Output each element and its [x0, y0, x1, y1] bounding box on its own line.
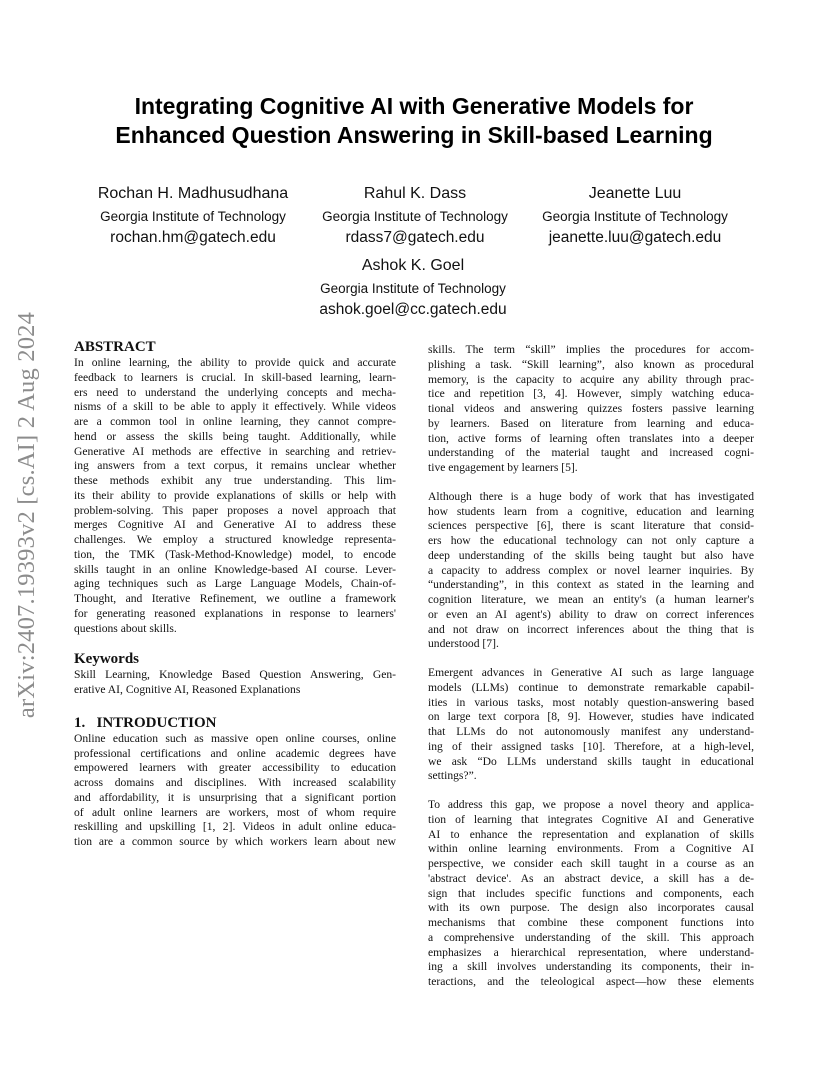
- text-line: skills. The term “skill” implies the procedures for accom-: [428, 343, 754, 356]
- text-line: To address this gap, we propose a novel theory and applica-: [428, 798, 754, 811]
- text-line: professional certifications and online academic degrees have: [74, 746, 396, 760]
- text-line: with its own purpose. The design also incorporates causal: [428, 901, 754, 915]
- text-line: feedback to learners is crucial. In skill-based learning, learn-: [74, 370, 396, 384]
- text-line: a capacity to address complex or novel learner inquiries. By: [428, 563, 754, 577]
- author-block: [520, 184, 750, 248]
- text-line: In online learning, the ability to provide quick and accurate: [74, 356, 396, 369]
- text-line: for generating reasoned explanations in response to learners': [74, 606, 396, 620]
- text-line: memory, is the capacity to acquire any ability through prac-: [428, 372, 754, 386]
- text-line: that LLMs do not autonomously manifest any understand-: [428, 725, 754, 738]
- author-affiliation: Georgia Institute of Technology: [100, 209, 286, 224]
- keywords-heading: Keywords: [74, 651, 139, 668]
- text-line: within online learning environments. From a Cognitive AI: [428, 842, 754, 856]
- text-line: cognition literature, we mean an entity's (a human learner's: [428, 593, 754, 606]
- text-line: reskilling and upskilling [1, 2]. Videos in adult online educa-: [74, 820, 396, 834]
- text-line: plishing a task. “Skill learning”, also known as procedural: [428, 357, 754, 371]
- author-email[interactable]: rochan.hm@gatech.edu: [110, 229, 276, 246]
- text-line: erative AI, Cognitive AI, Reasoned Explanations: [74, 683, 301, 696]
- body-paragraph: [428, 343, 754, 476]
- text-line: tion of learning that integrates Cognitive AI and Generative: [428, 812, 754, 826]
- title-line: Enhanced Question Answering in Skill-based Learning: [115, 122, 713, 148]
- author-name: Ashok K. Goel: [361, 257, 465, 274]
- text-line: Emergent advances in Generative AI such as large language: [428, 666, 754, 679]
- text-line: understood [7].: [428, 637, 499, 651]
- text-line: across domains and disciplines. With increased scalability: [74, 776, 396, 789]
- text-line: teractions, and the teleological aspect—how these elements: [428, 975, 754, 988]
- text-line: ers how the educational technology can not only capture a: [428, 534, 754, 547]
- text-line: are a common tool in online learning, they cannot compre-: [74, 415, 396, 428]
- text-line: questions about skills.: [74, 621, 177, 635]
- text-line: mechanisms that combine these component functions into: [428, 916, 754, 929]
- text-line: aging techniques such as Large Language Models, Chain-of-: [74, 577, 396, 591]
- text-line: settings?”.: [428, 769, 477, 783]
- abstract-body: [74, 356, 396, 636]
- paper-title: [40, 92, 788, 150]
- text-line: these methods exhibit any true understanding. This lim-: [74, 474, 396, 487]
- text-line: problem-solving. This paper proposes a novel approach that: [74, 503, 396, 517]
- author-block: [298, 256, 528, 320]
- text-line: of adult online learners are workers, most of whom require: [74, 805, 396, 819]
- text-line: empowered learners with greater accessibility to education: [74, 761, 396, 775]
- text-line: on large text corpora [8, 9]. However, studies have indicated: [428, 710, 754, 724]
- text-line: by learners. Based on literature from learning and educa-: [428, 416, 754, 430]
- arxiv-identifier: arXiv:2407.19393v2 [cs.AI] 2 Aug 2024: [13, 311, 40, 719]
- author-email[interactable]: ashok.goel@cc.gatech.edu: [319, 301, 507, 318]
- author-affiliation: Georgia Institute of Technology: [542, 209, 728, 224]
- text-line: Although there is a huge body of work that has investigated: [428, 489, 754, 503]
- text-line: sign that includes specific functions and components, each: [428, 886, 754, 900]
- keywords-body: [74, 668, 396, 698]
- text-line: we ask “Do LLMs understand skills taught in educational: [428, 754, 754, 768]
- author-name: Rahul K. Dass: [363, 185, 467, 202]
- text-line: and not draw on incorrect inferences about the thing that is: [428, 622, 754, 636]
- author-email[interactable]: jeanette.luu@gatech.edu: [548, 229, 722, 246]
- text-line: 'abstract device'. As an abstract device, a skill has a de-: [428, 871, 754, 885]
- text-line: ing a skill involves understanding its components, their in-: [428, 960, 754, 974]
- text-line: emphasizes a hierarchical representation, where understand-: [428, 945, 754, 959]
- text-line: tion are a common source by which workers learn about new: [74, 835, 396, 848]
- text-line: ing of their assigned tasks [10]. Therefore, at a high-level,: [428, 739, 754, 753]
- abstract-heading: ABSTRACT: [74, 339, 156, 355]
- text-line: its their ability to provide explanations of skills or help with: [74, 488, 396, 502]
- text-line: models (LLMs) continue to demonstrate remarkable capabil-: [428, 680, 754, 694]
- body-paragraph: [428, 666, 754, 784]
- author-block: [78, 184, 308, 248]
- author-affiliation: Georgia Institute of Technology: [322, 209, 508, 224]
- body-paragraph: [428, 798, 754, 990]
- text-line: how students learn from a cognitive, education and learning: [428, 504, 754, 518]
- text-line: hend or assess the skills being taught. Additionally, while: [74, 429, 396, 443]
- text-line: tional videos and answering quizzes fosters passive learning: [428, 402, 754, 415]
- author-name: Jeanette Luu: [588, 185, 682, 202]
- text-line: Generative AI methods are effective in searching and retriev-: [74, 444, 396, 458]
- author-affiliation: Georgia Institute of Technology: [320, 281, 506, 296]
- text-line: tice and repetition [3, 4]. However, simply watching educa-: [428, 387, 754, 401]
- introduction-heading: 1. INTRODUCTION: [74, 714, 217, 731]
- text-line: ing answers from a text corpus, it remains unclear whether: [74, 459, 396, 473]
- left-column: [74, 338, 396, 850]
- text-line: Thought, and Iterative Refinement, we outline a framework: [74, 592, 396, 605]
- text-line: AI to enhance the representation and explanation of skills: [428, 827, 754, 841]
- text-line: sciences perspective [6], there is scant literature that consid-: [428, 519, 754, 533]
- text-line: challenges. We employ a structured knowledge representa-: [74, 533, 396, 546]
- text-line: perspective, we consider each skill taught in a course as an: [428, 857, 754, 870]
- author-email[interactable]: rdass7@gatech.edu: [345, 229, 485, 246]
- text-line: merges Cognitive AI and Generative AI to address these: [74, 518, 396, 532]
- text-line: tion, active forms of learning often translates into a deeper: [428, 431, 754, 445]
- text-line: and affordability, it is unsurprising that a significant portion: [74, 790, 396, 804]
- text-line: Skill Learning, Knowledge Based Question Answering, Gen-: [74, 668, 396, 682]
- author-name: Rochan H. Madhusudhana: [97, 185, 289, 202]
- text-line: “understanding”, in this context as stated in the learning and: [428, 578, 754, 592]
- text-line: tion, the TMK (Task-Method-Knowledge) model, to encode: [74, 547, 396, 561]
- text-line: ities in various tasks, most notably question-answering based: [428, 695, 754, 709]
- text-line: skills taught in an online Knowledge-based AI course. Lever-: [74, 562, 396, 576]
- text-line: Online education such as massive open online courses, online: [74, 731, 396, 745]
- text-line: understanding of the material taught and increased cogni-: [428, 446, 754, 460]
- introduction-body: [74, 732, 396, 850]
- body-paragraph: [428, 490, 754, 652]
- author-block: [300, 184, 530, 248]
- text-line: a comprehensive understanding of the skill. This approach: [428, 930, 754, 944]
- text-line: nisms of a skill to be able to apply it effectively. While videos: [74, 400, 396, 414]
- text-line: deep understanding of the skills being taught but also have: [428, 548, 754, 562]
- title-line: Integrating Cognitive AI with Generative Models for: [134, 93, 694, 119]
- arxiv-stamp: [10, 300, 44, 730]
- text-line: or even an AI agent's) ability to draw on correct inferences: [428, 607, 754, 621]
- text-line: tive engagement by learners [5].: [428, 461, 578, 474]
- text-line: ers need to understand the underlying concepts and mecha-: [74, 385, 396, 399]
- right-column: [428, 343, 754, 990]
